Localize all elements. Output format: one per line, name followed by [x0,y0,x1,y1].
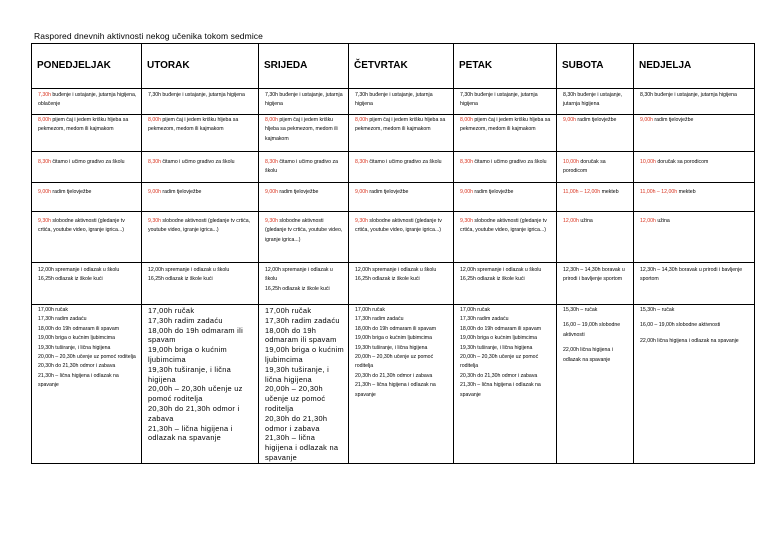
activity-entry [460,344,553,353]
activity-entry [148,91,255,100]
activity-entry [265,365,345,385]
schedule-cell [634,212,755,263]
activity-entry [460,158,553,167]
activity-time: 10,00h [640,159,656,165]
activity-entry [38,306,138,315]
day-header-row [32,44,755,89]
activity-entry [265,326,345,346]
schedule-cell [454,115,557,152]
activity-text: 20,30h do 21,30h odmor i zabava [355,372,433,379]
activity-text: 22,00h lična higijena i odlazak na spavanje [563,347,613,363]
day-header: UTORAK [142,44,259,89]
activity-entry [563,321,630,340]
activity-text: radim tjelovježbe [277,189,319,195]
activity-entry [265,285,345,294]
schedule-cell [349,152,454,183]
day-header: NEDJELJA [634,44,755,89]
activity-entry [563,91,630,110]
activity-entry [148,326,255,346]
activity-text: radim tjelovježbe [575,117,617,123]
schedule-cell [557,305,634,464]
schedule-cell [142,115,259,152]
activity-entry [38,372,138,391]
schedule-cell [259,212,349,263]
activity-text: čitamo i učimo gradivo za školu [367,159,442,165]
activity-entry [38,158,138,167]
schedule-cell [454,89,557,115]
activity-text: pijem čaj i jedem krišku hljeba sa pekmezom, medom ili kajmakom [38,117,129,133]
activity-time: 8,30h [355,159,368,165]
activity-entry [355,325,450,334]
activity-entry [148,316,255,326]
activity-entry [563,217,630,226]
schedule-cell [557,263,634,305]
activity-entry [148,116,255,135]
activity-entry [460,381,553,400]
activity-text: 21,30h – lična higijena i odlazak na spavanje [265,433,339,462]
activity-entry [460,372,553,381]
activity-time: 10,00h [563,159,579,165]
activity-entry [460,116,553,135]
activity-time: 9,00h [38,189,51,195]
activity-entry [460,91,553,110]
activity-entry [265,158,345,177]
activity-text: 16,25h odlazak iz škole kući [355,276,420,283]
activity-text: 21,30h – lična higijena i odlazak na spavanje [148,423,233,443]
activity-text: čitamo i učimo gradivo za školu [265,159,338,175]
schedule-cell [454,263,557,305]
activity-entry [355,372,450,381]
activity-text: 20,00h – 20,30h učenje uz pomoć roditelja [148,384,243,404]
activity-text: 18,00h do 19h odmaram ili spavam [265,325,337,345]
schedule-row [32,305,755,464]
activity-entry [640,266,751,285]
activity-entry [640,321,751,330]
activity-text: 17,30h radim zadaću [355,316,404,323]
activity-text: mektеb [600,189,619,195]
schedule-row [32,263,755,305]
activity-time: 9,30h [148,218,161,224]
schedule-cell [349,212,454,263]
activity-text: užina [655,218,670,224]
day-header: SRIJEDA [259,44,349,89]
activity-entry [640,116,751,125]
activity-entry [265,316,345,326]
activity-text: 17,30h radim zadaću [460,316,509,323]
activity-entry [640,91,751,100]
activity-entry [265,345,345,365]
activity-text: 19,30h tuširanje, i lična higijena [38,344,111,351]
activity-text: 21,30h – lična higijena i odlazak na spavanje [355,382,436,398]
schedule-cell [349,183,454,212]
schedule-cell [349,89,454,115]
activity-entry [460,217,553,236]
activity-text: 20,00h – 20,30h učenje uz pomoć roditelja [265,384,326,413]
schedule-cell [349,263,454,305]
page-title: Raspored dnevnih aktivnosti nekog učenika tokom sedmice [34,31,263,41]
schedule-cell [32,152,142,183]
activity-text: 18,00h do 19h odmaram ili spavam [460,325,542,332]
activity-text: 20,00h – 20,30h učenje uz pomoć roditelja [460,354,539,370]
schedule-cell [142,305,259,464]
schedule-cell [32,263,142,305]
activity-entry [355,315,450,324]
schedule-cell [142,212,259,263]
activity-text: 12,00h spremanje i odlazak u školu [355,267,437,273]
activity-text: radim tjelovježbe [50,189,92,195]
activity-time: 9,30h [355,218,368,224]
activity-text: 17,30h radim zadaću [265,315,340,325]
schedule-cell [634,152,755,183]
schedule-body [32,44,755,464]
activity-entry [460,315,553,324]
activity-entry [460,188,553,197]
activity-text: 19,00h briga o kućnim ljubimcima [460,335,537,342]
activity-text: 19,30h tuširanje, i lična higijena [355,344,428,351]
activity-text: 20,30h do 21,30h odmor i zabava [38,363,116,370]
activity-entry [38,275,138,284]
activity-text: 16,00 – 19,00h slobodne aktivnosti [640,322,721,329]
activity-text: 18,00h do 19h odmaram ili spavam [355,325,437,332]
activity-text: radim tjelovježbe [652,117,694,123]
schedule-cell [634,115,755,152]
activity-entry [38,325,138,334]
activity-time: 8,00h [38,117,51,123]
activity-entry [38,362,138,371]
activity-entry [148,365,255,385]
schedule-cell [32,89,142,115]
activity-entry [640,337,751,346]
activity-entry [355,381,450,400]
activity-time: 8,30h [38,159,51,165]
activity-entry [265,306,345,316]
activity-entry [265,433,345,462]
activity-text: 12,30h – 14,30h boravak u prirodi i bavljenje sportom [640,267,743,283]
activity-entry [563,346,630,365]
activity-time: 9,00h [563,117,576,123]
activity-text: radim tjelovježbe [367,189,409,195]
activity-entry [355,334,450,343]
activity-text: 7,30h buđenje i ustajanje, jutarnja higijena [460,92,538,108]
schedule-cell [634,305,755,464]
activity-text: 15,30h – ručak [563,307,598,313]
activity-text: 19,00h briga o kućnim ljubimcima [265,345,345,364]
activity-entry [640,158,751,167]
activity-time: 11,00h – 12,00h [563,189,601,195]
activity-text: 20,30h do 21,30h odmor i zabava [265,413,328,433]
activity-text: pijem čaj i jedem krišku hljeba sa pekmezom, medom ili kajmakom [355,117,446,133]
activity-entry [460,306,553,315]
activity-text: čitamo i učimo gradivo za školu [160,159,235,165]
schedule-cell [32,183,142,212]
schedule-cell [259,115,349,152]
activity-text: slobodne aktivnosti (gledanje tv crtića, youtube video, igranje igrica...) [355,218,442,234]
activity-entry [148,384,255,404]
activity-time: 8,00h [265,117,278,123]
schedule-cell [259,89,349,115]
schedule-cell [32,212,142,263]
activity-entry [355,217,450,236]
activity-entry [148,266,255,275]
activity-text: užina [578,218,593,224]
activity-entry [148,275,255,284]
activity-time: 8,00h [355,117,368,123]
activity-entry [148,158,255,167]
activity-time: 8,30h [148,159,161,165]
activity-text: doručak sa porodicom [563,159,606,175]
activity-entry [355,353,450,372]
activity-time: 12,00h [640,218,656,224]
activity-entry [563,158,630,177]
activity-text: 20,00h – 20,30h učenje uz pomoć roditelja [355,354,434,370]
schedule-cell [259,152,349,183]
day-header: SUBOTA [557,44,634,89]
schedule-cell [557,212,634,263]
activity-text: 12,30h – 14,30h boravak u prirodi i bavljenje sportom [563,267,625,283]
activity-text: 21,30h – lična higijena i odlazak na spavanje [460,382,541,398]
activity-time: 9,00h [355,189,368,195]
activity-text: 17,00h ručak [265,306,312,315]
activity-entry [265,217,345,245]
activity-entry [265,91,345,110]
activity-entry [265,188,345,197]
activity-text: 18,00h do 19h odmaram ili spavam [38,325,120,332]
activity-entry [460,325,553,334]
activity-entry [38,217,138,236]
activity-text: 19,30h tuširanje, i lična higijena [460,344,533,351]
activity-time: 9,30h [38,218,51,224]
activity-time: 9,00h [148,189,161,195]
activity-entry [355,116,450,135]
schedule-cell [259,305,349,464]
activity-text: 7,30h buđenje i ustajanje, jutarnja higijena [355,92,433,108]
activity-entry [460,266,553,275]
activity-text: 7,30h buđenje i ustajanje, jutarnja higijena [265,92,343,108]
activity-entry [148,306,255,316]
activity-entry [563,306,630,315]
activity-entry [563,266,630,285]
activity-text: 16,25h odlazak iz škole kući [38,276,103,283]
activity-text: buđenje i ustajanje, jutarnja higijena, oblačenje [38,92,137,108]
schedule-cell [557,115,634,152]
schedule-cell [557,152,634,183]
activity-text: 17,00h ručak [355,307,385,313]
schedule-row [32,183,755,212]
activity-entry [563,188,630,197]
activity-text: radim tjelovježbe [160,189,202,195]
activity-time: 12,00h [563,218,579,224]
activity-entry [38,344,138,353]
activity-text: slobodne aktivnosti (gledanje tv crtića, youtube video, igranje igrica...) [148,218,251,234]
activity-entry [38,334,138,343]
activity-text: pijem čaj i jedem krišku hljeba sa pekmezom, medom ili kajmakom [265,117,338,142]
activity-entry [38,91,138,110]
activity-text: 20,00h – 20,30h učenje uz pomoć roditelja [38,354,136,361]
activity-text: 8,30h buđenje i ustajanje, jutarnja higijena [563,92,623,108]
activity-text: 19,30h tuširanje, i lična higijena [265,364,330,384]
activity-text: 8,30h buđenje i ustajanje, jutarnja higijena [640,92,737,98]
activity-time: 11,00h – 12,00h [640,189,678,195]
activity-entry [148,217,255,236]
activity-text: 12,00h spremanje i odlazak u školu [148,267,230,273]
schedule-cell [32,115,142,152]
activity-text: mektеb [677,189,696,195]
activity-time: 9,00h [265,189,278,195]
activity-text: 22,00h lična higijena i odlazak na spavanje [640,337,739,344]
schedule-row [32,115,755,152]
activity-text: 20,30h do 21,30h odmor i zabava [148,403,240,423]
weekly-schedule-table [31,43,755,464]
schedule-row [32,212,755,263]
activity-entry [38,353,138,362]
activity-text: 17,30h radim zadaću [38,316,87,323]
schedule-cell [557,183,634,212]
activity-entry [640,217,751,226]
activity-text: 16,00 – 19,00h slobodne aktivnosti [563,322,621,338]
activity-entry [148,404,255,424]
schedule-cell [142,263,259,305]
activity-entry [355,158,450,167]
activity-text: 12,00h spremanje i odlazak u školu [265,267,333,283]
activity-entry [265,266,345,285]
activity-time: 9,00h [460,189,473,195]
activity-entry [148,188,255,197]
schedule-cell [454,183,557,212]
activity-text: doručak sa porodicom [655,159,709,165]
schedule-cell [349,115,454,152]
activity-text: 19,30h tuširanje, i lična higijena [148,364,232,384]
schedule-cell [259,183,349,212]
activity-text: čitamo i učimo gradivo za školu [50,159,125,165]
schedule-cell [557,89,634,115]
activity-text: čitamo i učimo gradivo za školu [472,159,547,165]
activity-text: 16,25h odlazak iz škole kući [265,285,330,292]
activity-entry [355,91,450,110]
activity-text: pijem čaj i jedem krišku hljeba sa pekmezom, medom ili kajmakom [460,117,551,133]
activity-entry [38,315,138,324]
activity-text: 19,00h briga o kućnim ljubimcima [355,335,432,342]
activity-entry [460,334,553,343]
activity-text: slobodne aktivnosti (gledanje tv crtića, youtube video, igranje igrica...) [460,218,547,234]
activity-text: pijem čaj i jedem krišku hljeba sa pekmezom, medom ili kajmakom [148,117,239,133]
activity-text: 18,00h do 19h odmaram ili spavam [148,325,244,345]
schedule-cell [349,305,454,464]
activity-time: 8,30h [265,159,278,165]
activity-time: 8,00h [148,117,161,123]
schedule-cell [142,89,259,115]
activity-text: 20,30h do 21,30h odmor i zabava [460,372,538,379]
schedule-cell [259,263,349,305]
activity-text: 19,00h briga o kućnim ljubimcima [148,345,228,364]
activity-entry [355,275,450,284]
activity-entry [355,306,450,315]
activity-entry [355,266,450,275]
activity-text: 16,25h odlazak iz škole kući [460,276,525,283]
activity-text: 12,00h spremanje i odlazak u školu [38,267,120,273]
activity-text: slobodne aktivnosti (gledanje tv crtića, youtube video, igranje igrica...) [38,218,125,234]
activity-text: 17,00h ručak [148,306,195,315]
day-header: ČETVRTAK [349,44,454,89]
activity-entry [265,384,345,413]
activity-text: 17,00h ručak [38,307,68,313]
activity-text: 16,25h odlazak iz škole kući [148,276,213,283]
activity-entry [460,353,553,372]
activity-entry [148,424,255,444]
activity-entry [265,116,345,144]
activity-time: 9,30h [460,218,473,224]
schedule-row [32,152,755,183]
schedule-cell [634,89,755,115]
schedule-cell [454,152,557,183]
schedule-cell [142,183,259,212]
activity-entry [640,306,751,315]
activity-entry [265,414,345,434]
activity-text: radim tjelovježbe [472,189,514,195]
activity-text: 19,00h briga o kućnim ljubimcima [38,335,115,342]
activity-entry [355,188,450,197]
activity-text: 7,30h buđenje i ustajanje, jutarnja higijena [148,92,245,98]
activity-entry [148,345,255,365]
day-header: PETAK [454,44,557,89]
activity-entry [640,188,751,197]
schedule-cell [454,212,557,263]
activity-entry [563,116,630,125]
schedule-cell [142,152,259,183]
activity-text: slobodne aktivnosti (gledanje tv crtića, youtube video, igranje igrica...) [265,218,343,243]
activity-entry [38,116,138,135]
activity-entry [460,275,553,284]
activity-entry [355,344,450,353]
activity-time: 9,30h [265,218,278,224]
activity-entry [38,266,138,275]
schedule-cell [634,183,755,212]
activity-time: 8,00h [460,117,473,123]
activity-text: 15,30h – ručak [640,307,675,313]
schedule-row [32,89,755,115]
activity-text: 12,00h spremanje i odlazak u školu [460,267,542,273]
schedule-cell [454,305,557,464]
schedule-cell [634,263,755,305]
activity-text: 17,00h ručak [460,307,490,313]
day-header: PONEDJELJAK [32,44,142,89]
activity-text: 21,30h – lična higijena i odlazak na spavanje [38,372,119,389]
schedule-cell [32,305,142,464]
activity-time: 9,00h [640,117,653,123]
activity-time: 8,30h [460,159,473,165]
activity-text: 17,30h radim zadaću [148,315,223,325]
activity-time: 7,30h [38,92,51,98]
activity-entry [38,188,138,197]
